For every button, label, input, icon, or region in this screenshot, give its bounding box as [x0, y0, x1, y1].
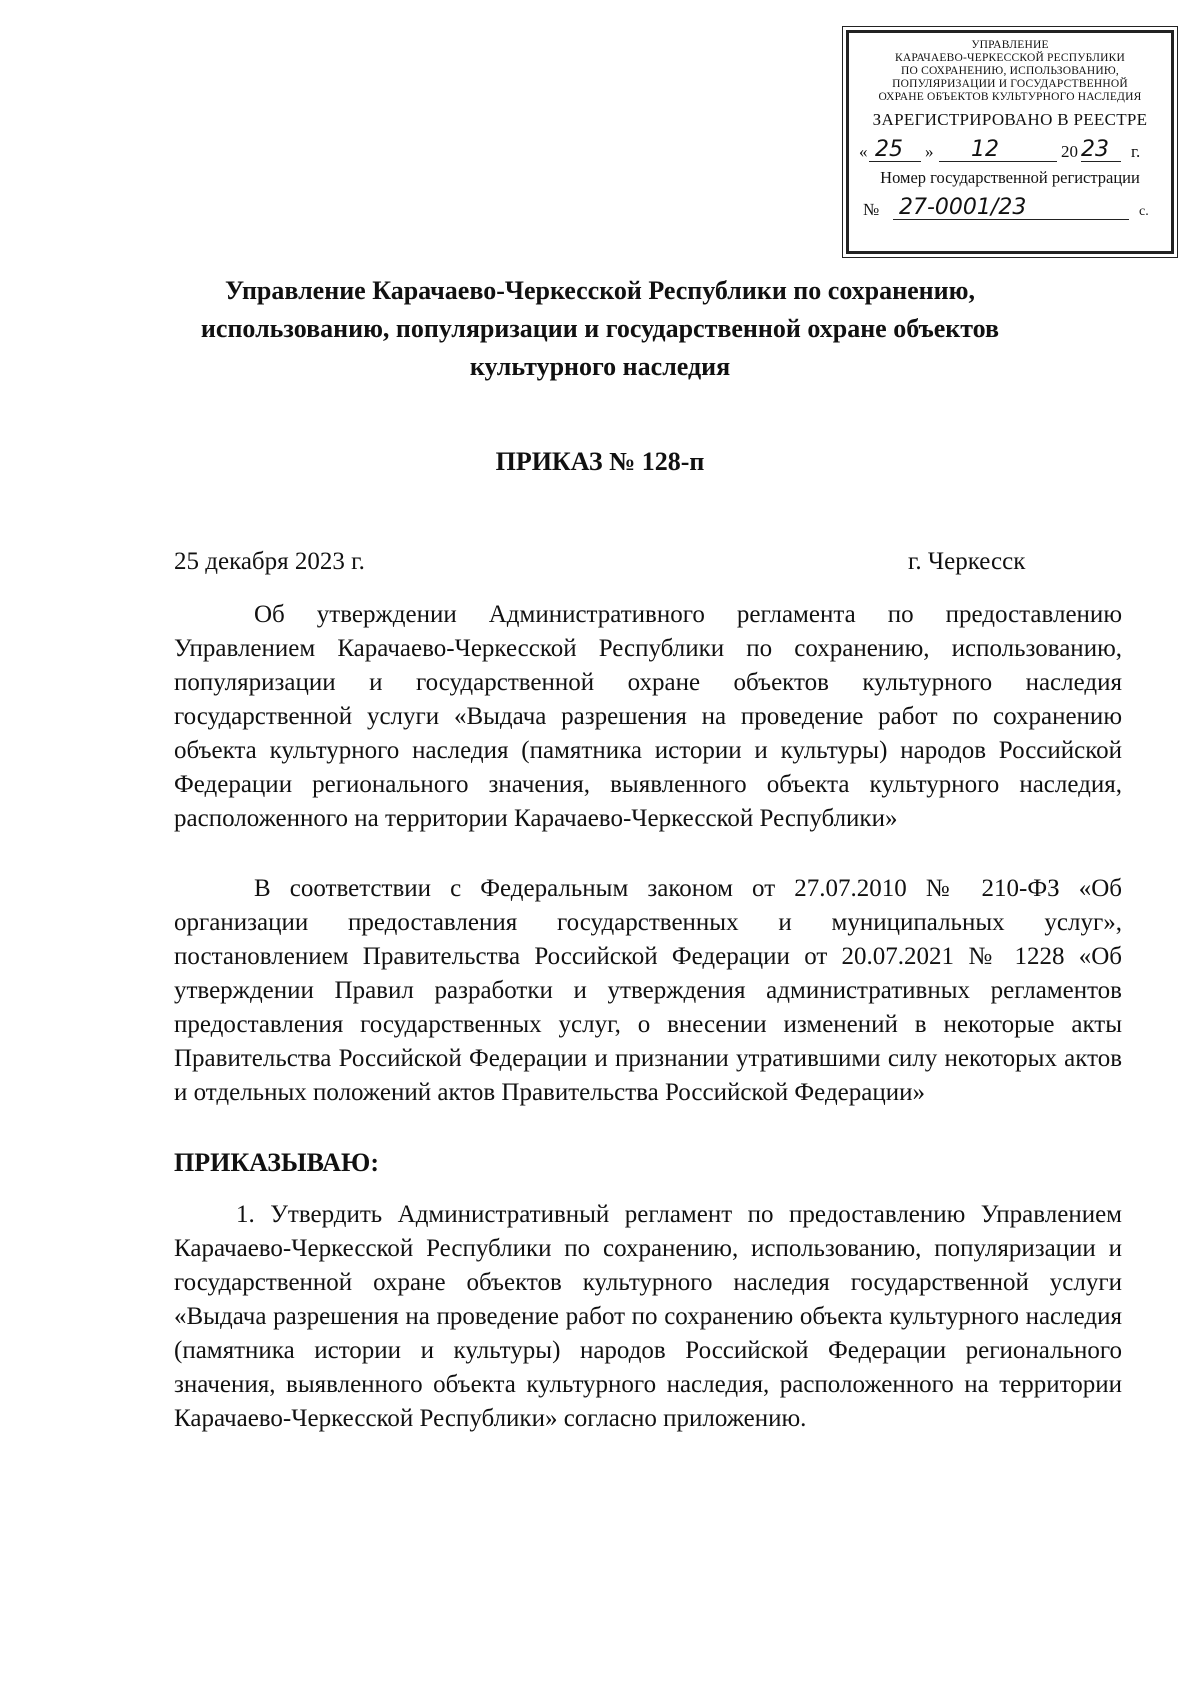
- stamp-year-mark: г.: [1131, 142, 1141, 161]
- stamp-number-line: [849, 190, 1171, 224]
- stamp-open-quote: «: [859, 142, 868, 161]
- stamp-tail-mark: с.: [1139, 204, 1149, 219]
- orders-heading: ПРИКАЗЫВАЮ:: [174, 1148, 379, 1177]
- stamp-number-sign: №: [863, 200, 880, 219]
- legal-basis: [174, 872, 1122, 1110]
- stamp-close-quote: »: [925, 142, 934, 161]
- stamp-number: 27-0001/23: [899, 195, 1027, 220]
- stamp-day: 25: [875, 137, 903, 162]
- registration-stamp: [846, 30, 1174, 254]
- stamp-header: УПРАВЛЕНИЕ КАРАЧАЕВО-ЧЕРКЕССКОЙ РЕСПУБЛИКИ ПО СОХРАНЕНИЮ, ИСПОЛЬЗОВАНИЮ, ПОПУЛЯРИЗАЦИИ И ГОСУДАРСТВЕННОЙ ОХРАНЕ ОБЪЕКТОВ КУЛЬТУРНОГО НАСЛЕДИЯ: [878, 39, 1142, 103]
- order-item-1: [174, 1198, 1122, 1436]
- stamp-number-label: Номер государственной регистрации: [880, 168, 1140, 187]
- order-item-1-text: 1. Утвердить Административный регламент по предоставлению Управлением Карачаево-Черкесской Республики по сохранению, использованию, популяризации и государственной охране объектов культурного наследия государственной услуги «Выдача разрешения на проведение работ по сохранению объекта культурного наследия (памятника истории и культуры) народов Российской Федерации регионального значения, выявленного объекта культурного наследия, расположенного на территории Карачаево-Черкесской Республики» согласно приложению.: [174, 1201, 1122, 1432]
- document-title: Управление Карачаево-Черкесской Республики по сохранению, использованию, популяризации и государственной охране объектов культурного наследия: [200, 276, 1000, 381]
- stamp-year-suffix: 23: [1081, 137, 1109, 162]
- legal-basis-text: В соответствии с Федеральным законом от 27.07.2010 № 210-ФЗ «Об организации предоставления государственных и муниципальных услуг», постановлением Правительства Российской Федерации от 20.07.2021 № 1228 «Об утверждении Правил разработки и утверждения административных регламентов предоставления государственных услуг, о внесении изменений в некоторые акты Правительства Российской Федерации и признании утратившими силу некоторых актов и отдельных положений актов Правительства Российской Федерации»: [174, 875, 1122, 1106]
- order-city: г. Черкесск: [908, 548, 1026, 575]
- stamp-registered: ЗАРЕГИСТРИРОВАНО В РЕЕСТРЕ: [872, 110, 1148, 129]
- stamp-month: 12: [971, 137, 999, 162]
- stamp-year-prefix: 20: [1061, 142, 1078, 161]
- order-number: ПРИКАЗ № 128-п: [495, 447, 705, 476]
- stamp-date-line: [849, 132, 1171, 166]
- order-date: 25 декабря 2023 г.: [174, 548, 365, 575]
- order-subject-text: Об утверждении Административного регламента по предоставлению Управлением Карачаево-Черкесской Республики по сохранению, использованию, популяризации и государственной охране объектов культурного наследия государственной услуги «Выдача разрешения на проведение работ по сохранению объекта культурного наследия (памятника истории и культуры) народов Российской Федерации регионального значения, выявленного объекта культурного наследия, расположенного на территории Карачаево-Черкесской Республики»: [174, 601, 1122, 832]
- order-subject: [174, 598, 1122, 836]
